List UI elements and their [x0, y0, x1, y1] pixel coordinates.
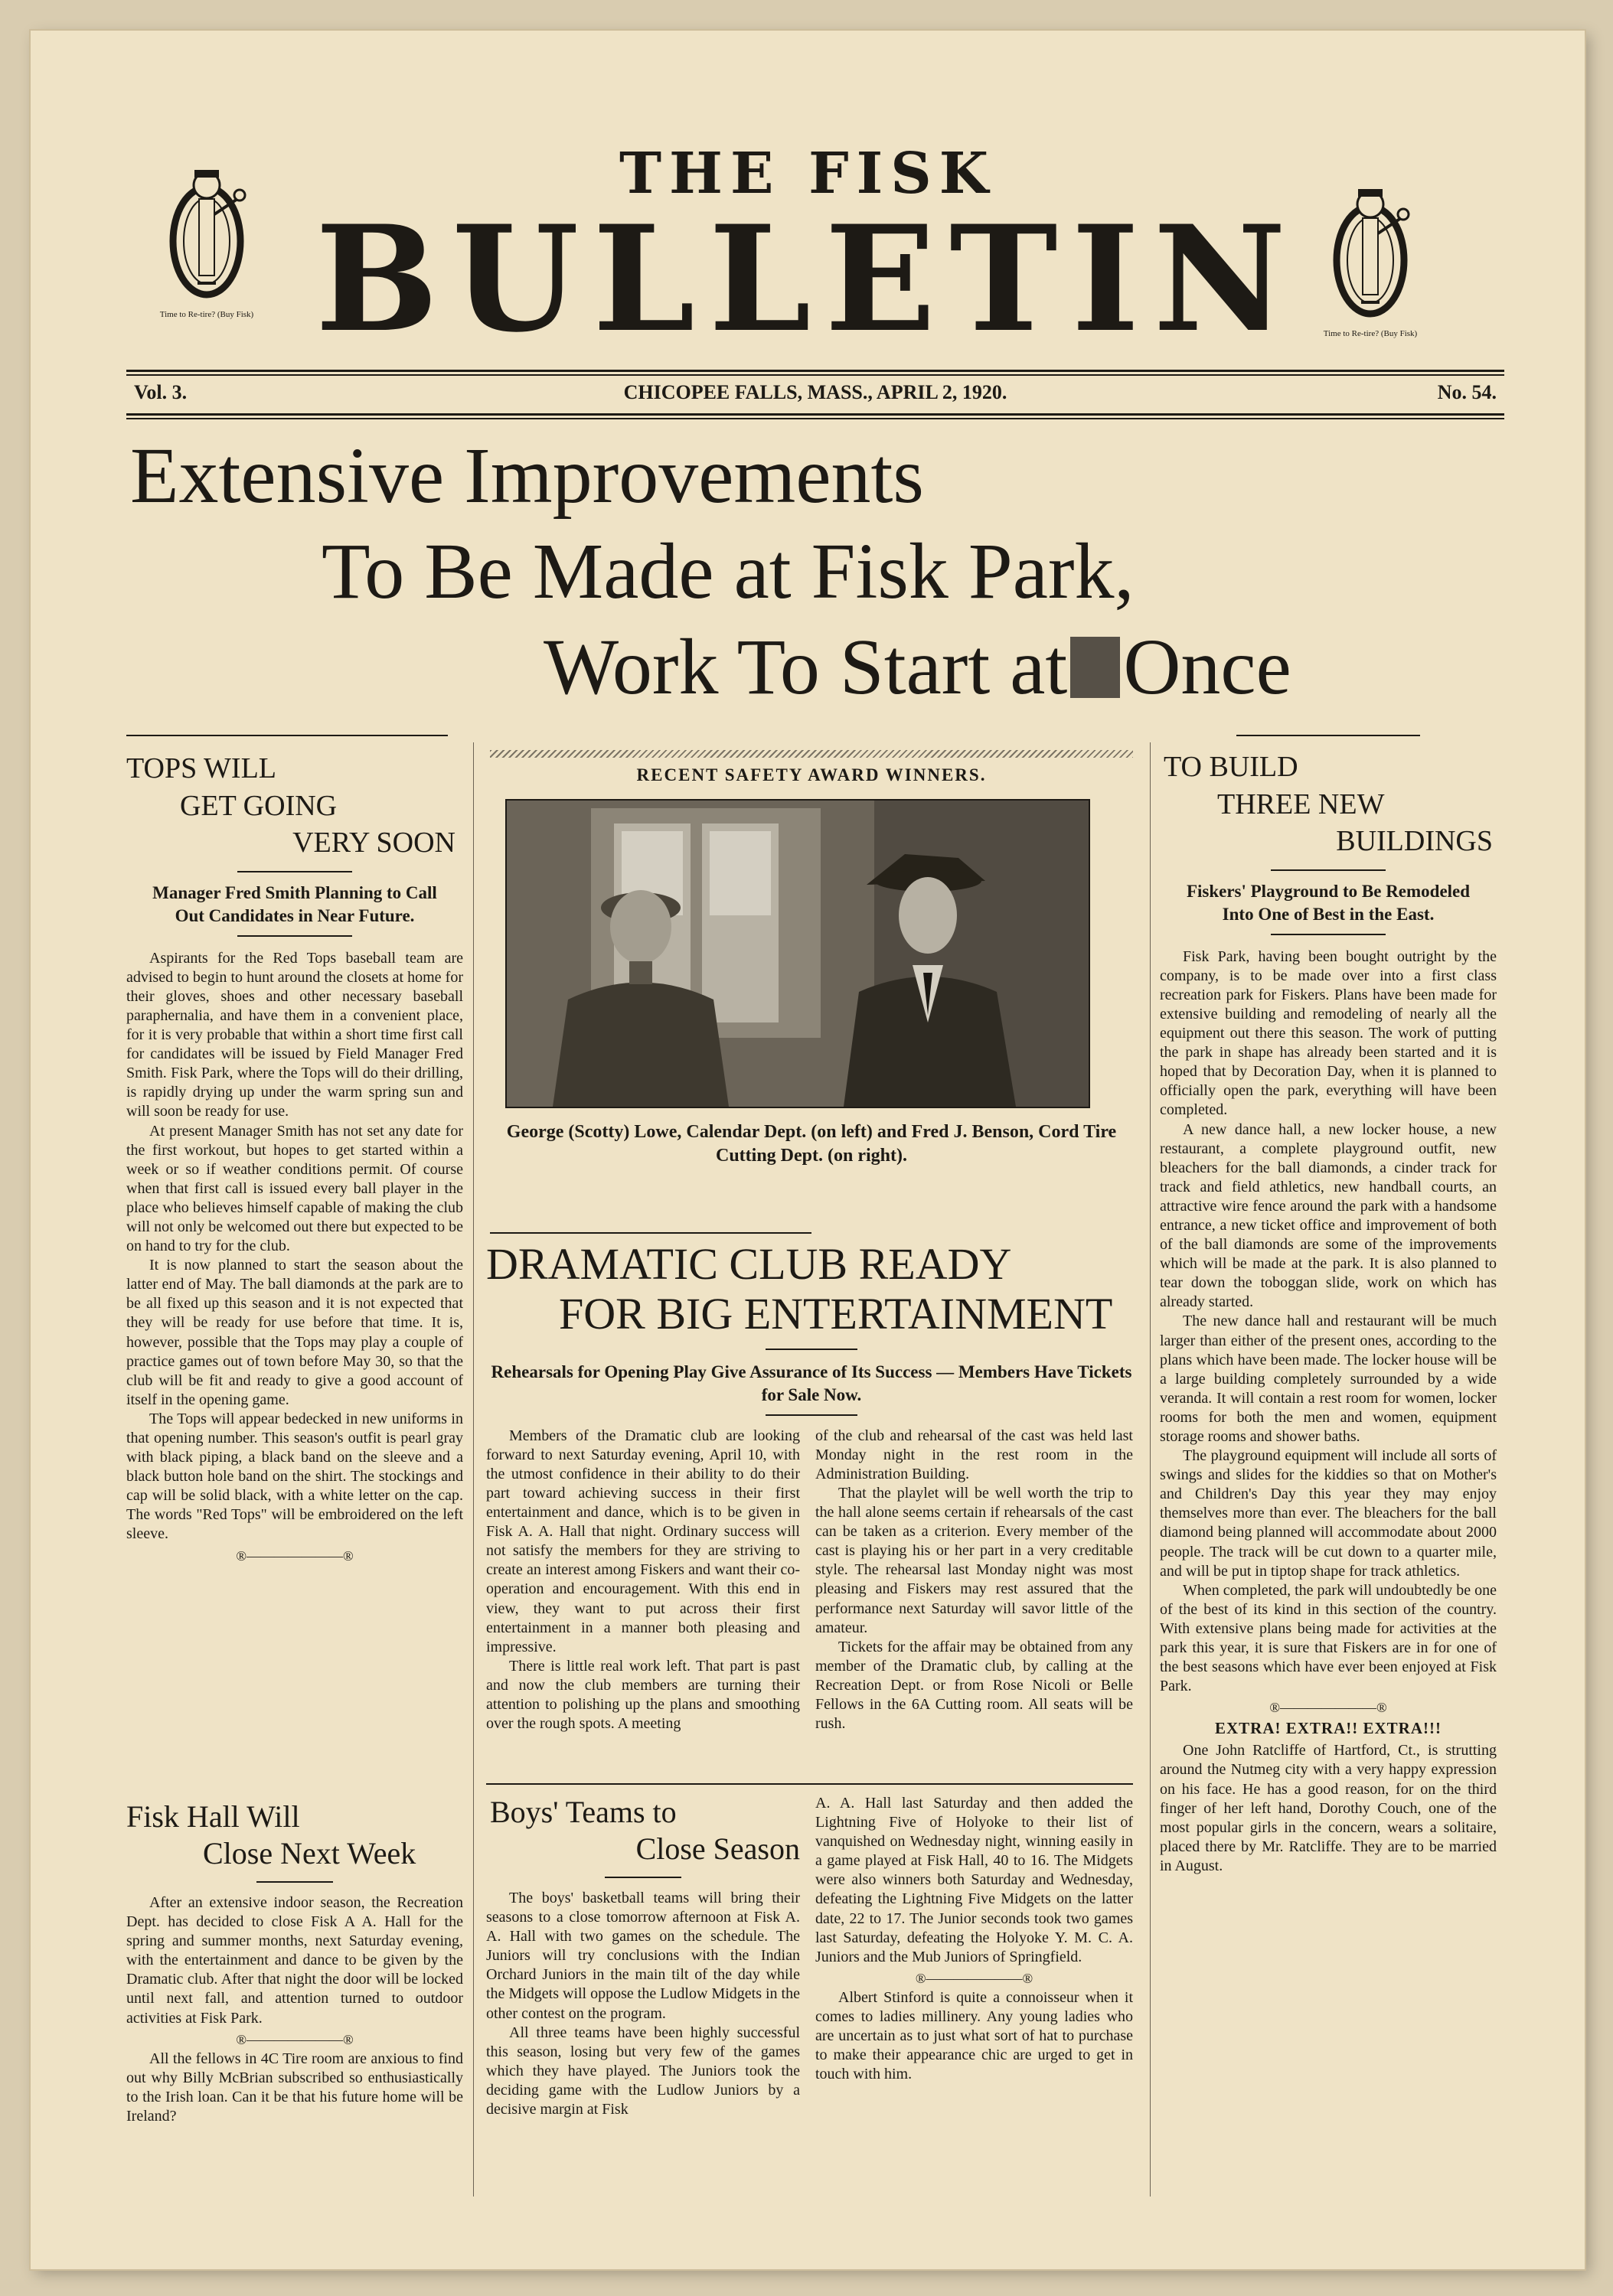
boys-body [486, 1889, 800, 2119]
column-rule-vertical [1150, 742, 1151, 2197]
build-body [1160, 947, 1497, 1697]
issue-number: No. 54. [1437, 381, 1497, 403]
masthead-rule [126, 370, 1504, 372]
dramatic-deck: Rehearsals for Opening Play Give Assurance of Its Success — Members Have Tickets for Sale Now. [491, 1362, 1132, 1404]
article-boys-teams [482, 1783, 1141, 2215]
short-rule [1271, 869, 1386, 871]
short-rule [1271, 934, 1386, 935]
main-headline-line3 [544, 623, 1291, 711]
mascot-caption: Time to Re-tire? (Buy Fisk) [159, 310, 254, 319]
article-tops [126, 735, 463, 1563]
paragraph: Tickets for the affair may be obtained from any member of the Dramatic club, by calling at the Recreation Dept. or from Rose Nicoli or Belle Fellows in the 6A Cutting room. All seats will be rush. [815, 1638, 1133, 1733]
build-head-line3: BUILDINGS [1336, 825, 1493, 858]
main-headline-line3-a: Work To Start at [544, 623, 1068, 711]
mascot-caption: Time to Re-tire? (Buy Fisk) [1323, 329, 1418, 338]
article-build [1160, 735, 1497, 1876]
stinford-body [815, 1988, 1133, 2084]
photo-illustration [507, 801, 1089, 1107]
paragraph: The playground equipment will include all sorts of swings and slides for the kiddies so that on Mother's and Children's Day this year they may enjoy themselves more than ever. The bleachers for the ball diamond being planned will accommodate about 2000 people. The track will be cut down to a quarter mile, and will be put in tiptop shape for track athletics. [1160, 1447, 1497, 1580]
paragraph: All three teams have been highly successful this season, losing but very few of the games which they have played. The Juniors took the deciding game with the Ludlow Juniors by a decisive margin at Fisk [486, 2024, 800, 2118]
paragraph: After an extensive indoor season, the Recreation Dept. has decided to close Fisk A A. Hall for the spring and summer months, next Saturday evening, with the entertainment and dance to be given by the Dramatic club. After that night the door will be locked until next fall, and attention turned to outdoor activities at Fisk Park. [126, 1894, 463, 2027]
paragraph: All the fellows in 4C Tire room are anxious to find out why Billy McBrian subscribed so enthusiastically to the Irish loan. Can it be that his future home will be Ireland? [126, 2050, 463, 2125]
column-rule [486, 1783, 1133, 1785]
short-rule [256, 1881, 333, 1883]
boys-head-line2: Close Season [635, 1831, 800, 1866]
paragraph: Members of the Dramatic club are looking forward to next Saturday evening, April 10, with the utmost confidence in their ability to do their part toward achieving success in their first entertainment and dance, which is to be given in Fisk A. A. Hall that night. Ordinary success will not satisfy the members for they are striving to create an interest among Fiskers and want their co-operation and encouragement. With this end in view, they want to put across their first entertainment in a manner both pleasing and impressive. [486, 1427, 800, 1655]
column-rule [1236, 735, 1420, 736]
masthead-bulletin: BULLETIN [315, 194, 1301, 364]
paragraph: There is little real work left. That part is past and now the club members are turning their attention to polishing up the plans and smoothing over the rough spots. A meeting [486, 1657, 800, 1733]
dateline-rule [126, 413, 1504, 416]
separator: ®———————® [236, 1548, 354, 1564]
separator: ®———————® [1269, 1700, 1387, 1716]
paragraph: Albert Stinford is quite a connoisseur when it comes to ladies millinery. Any young ladies who are uncertain as to just what sort of hat to purchase to make their appearance chic are urged to get in touch with him. [815, 1988, 1133, 2083]
photo-award-winners [505, 799, 1090, 1108]
paragraph: The Tops will appear bedecked in new uniforms in that opening number. This season's outfit is pearl gray with black piping, a black band on the sleeve and a black button hole band on the shirt. The stockings and cap will be solid black, with a white letter on the cap. The words "Red Tops" will be embroidered on the left sleeve. [126, 1410, 463, 1543]
boys-columns [482, 1794, 1141, 2215]
tops-head-line2: GET GOING [180, 789, 338, 822]
dateline [126, 375, 1504, 413]
article-dramatic-club [482, 1232, 1141, 1855]
column-rule [126, 735, 448, 736]
short-rule [766, 1349, 857, 1350]
paragraph: of the club and rehearsal of the cast was held last Monday night in the rest room in the Administration Building. [815, 1427, 1133, 1482]
dramatic-col1 [486, 1427, 800, 1734]
column-rule-vertical [473, 742, 474, 2197]
paragraph: That the playlet will be well worth the trip to the hall alone seems certain if rehearsals of the cast can be taken as a criterion. Every member of the cast is playing his or her part in a very creditable style. The rehearsal last Monday night was most pleasing and Fiskers may rest assured that the performance next Saturday will savor little of the amateur. [815, 1484, 1133, 1636]
short-rule [237, 871, 352, 872]
build-deck: Fiskers' Playground to Be Remodeled Into One of Best in the East. [1186, 881, 1471, 924]
fisk-hall-head-line1: Fisk Hall Will [126, 1799, 300, 1834]
paragraph: Fisk Park, having been bought outright by the company, is to be made over into a first class recreation park for Fiskers. Plans have been made for extensive building and remodeling of nearly all the equipment out there this season. The work of putting the park in shape has already been started and it is hoped that by Decoration Day, when it is planned to officially open the park, everything will have been completed. [1160, 947, 1497, 1119]
short-rule [605, 1877, 681, 1878]
build-head-line2: THREE NEW [1217, 788, 1385, 820]
boys-body-continued [815, 1794, 1133, 1967]
paragraph: A. A. Hall last Saturday and then added the Lightning Five of Holyoke to their list of vanquished on Wednesday night, winning easily in a game played at Fisk Hall, 40 to 16. The Midgets were also winners both Saturday and Wednesday, defeating the Lightning Five Midgets on the latter date, 22 to 17. The Junior seconds took two games last Saturday, defeating the Holyoke Y. M. C. A. Juniors and the Mub Juniors of Springfield. [815, 1795, 1133, 1965]
main-headline-line1: Extensive Improvements [130, 432, 924, 520]
column-rule [490, 1232, 811, 1234]
paragraph: At present Manager Smith has not set any date for the first workout, but hopes to get started within a week or so if weather conditions permit. Of course when that first call is issued every ball player in the place who believes himself capable of making the club will not only be welcomed out there but expected to be on hand to try for the club. [126, 1122, 463, 1255]
volume-number: Vol. 3. [134, 381, 188, 403]
billy-body [126, 2050, 463, 2126]
tops-head-line3: VERY SOON [292, 827, 455, 859]
extra-body [1160, 1741, 1497, 1876]
short-rule [766, 1414, 857, 1416]
boys-head-line1: Boys' Teams to [490, 1795, 677, 1829]
main-headline-line2: To Be Made at Fisk Park, [322, 527, 1135, 615]
paragraph: A new dance hall, a new locker house, a new restaurant, a complete playground outfit, new bleachers for the ball diamonds, a cinder track for track and field athletics, new handball courts, an attractive wire fence around the park with a handsome entrance, a new ticket office and improvement of both of the ball diamonds are some of the improvements which will be made at the park. It is also planned to tear down the toboggan slide, work on which has already started. [1160, 1120, 1497, 1311]
paragraph: One John Ratcliffe of Hartford, Ct., is strutting around the Nutmeg city with a very happy expression on his face. He has a good reason, for on the third finger of her left hand, Dorothy Couch, one of the most popular girls in the concern, wears a solitaire, placed there by Mr. Ratcliffe. They are to be married in August. [1160, 1742, 1497, 1874]
safety-heading: RECENT SAFETY AWARD WINNERS. [636, 765, 987, 784]
boys-col1 [486, 1794, 800, 2119]
tops-body [126, 949, 463, 1544]
masthead-the-fisk: THE FISK [619, 141, 997, 207]
separator: ®———————® [236, 2031, 354, 2047]
short-rule [237, 935, 352, 937]
ink-blot [1070, 637, 1120, 698]
fisk-hall-body [126, 1893, 463, 2028]
paragraph: The boys' basketball teams will bring their seasons to a close tomorrow afternoon at Fisk A. A. Hall with two games on the schedule. The Juniors will try conclusions with the Indian Orchard Juniors in the main tilt of the day while the Midgets will oppose the Ludlow Midgets in the other contest on the program. [486, 1890, 800, 2022]
place-date: CHICOPEE FALLS, MASS., APRIL 2, 1920. [623, 381, 1007, 403]
newspaper-page [31, 31, 1585, 2269]
safety-award [482, 750, 1141, 1168]
paragraph: The new dance hall and restaurant will be much larger than either of the present ones, according to the plans which have been made. The locker house will be a large building completely surrounded by a wide veranda. It will contain a rest room for women, locker rooms for both the men and women, equipment storage rooms and shower baths. [1160, 1313, 1497, 1445]
extra-heading: EXTRA! EXTRA!! EXTRA!!! [1215, 1719, 1442, 1738]
dateline-rule [126, 418, 1504, 419]
fisk-hall-head-line2: Close Next Week [203, 1836, 416, 1870]
paragraph: It is now planned to start the season about the latter end of May. The ball diamonds at the park are to be all fixed up this season and it is not expected that they will be ready for use before that time. It is, however, possible that the Tops may play a couple of practice games out of town before May 30, so that the club will be fit and ready to give a good account of itself in the opening game. [126, 1257, 463, 1408]
paragraph: Aspirants for the Red Tops baseball team are advised to begin to hunt around the closets at home for their gloves, shoes and other necessary baseball paraphernalia, and have them in a convenient place, for it is very probable that within a short time first call for candidates will be issued by Field Manager Fred Smith. Fisk Park, where the Tops will do their drilling, is rapidly drying up under the warm spring sun and will soon be ready for use. [126, 949, 463, 1120]
separator: ®———————® [915, 1970, 1033, 1986]
dramatic-head-line1: DRAMATIC CLUB READY [486, 1239, 1012, 1289]
dramatic-col2 [815, 1427, 1133, 1734]
photo-caption: George (Scotty) Lowe, Calendar Dept. (on left) and Fred J. Benson, Cord Tire Cutting Dept. (on right). [506, 1122, 1117, 1166]
tops-head-line1: TOPS WILL [126, 752, 276, 784]
boys-col2 [815, 1794, 1133, 2084]
paragraph: When completed, the park will undoubtedly be one of the best of its kind in this section of the country. With extensive plans being made for activities at the park this year, it is sure that Fiskers are in for one of the best seasons which have ever been enjoyed at Fisk Park. [1160, 1581, 1497, 1695]
dramatic-head-line2: FOR BIG ENTERTAINMENT [559, 1288, 1113, 1339]
tops-deck: Manager Fred Smith Planning to Call Out Candidates in Near Future. [152, 882, 437, 925]
main-headline-line3-b: Once [1123, 623, 1291, 711]
wavy-rule [490, 750, 1133, 758]
article-fisk-hall [126, 1799, 463, 2126]
build-head-line1: TO BUILD [1164, 751, 1298, 783]
